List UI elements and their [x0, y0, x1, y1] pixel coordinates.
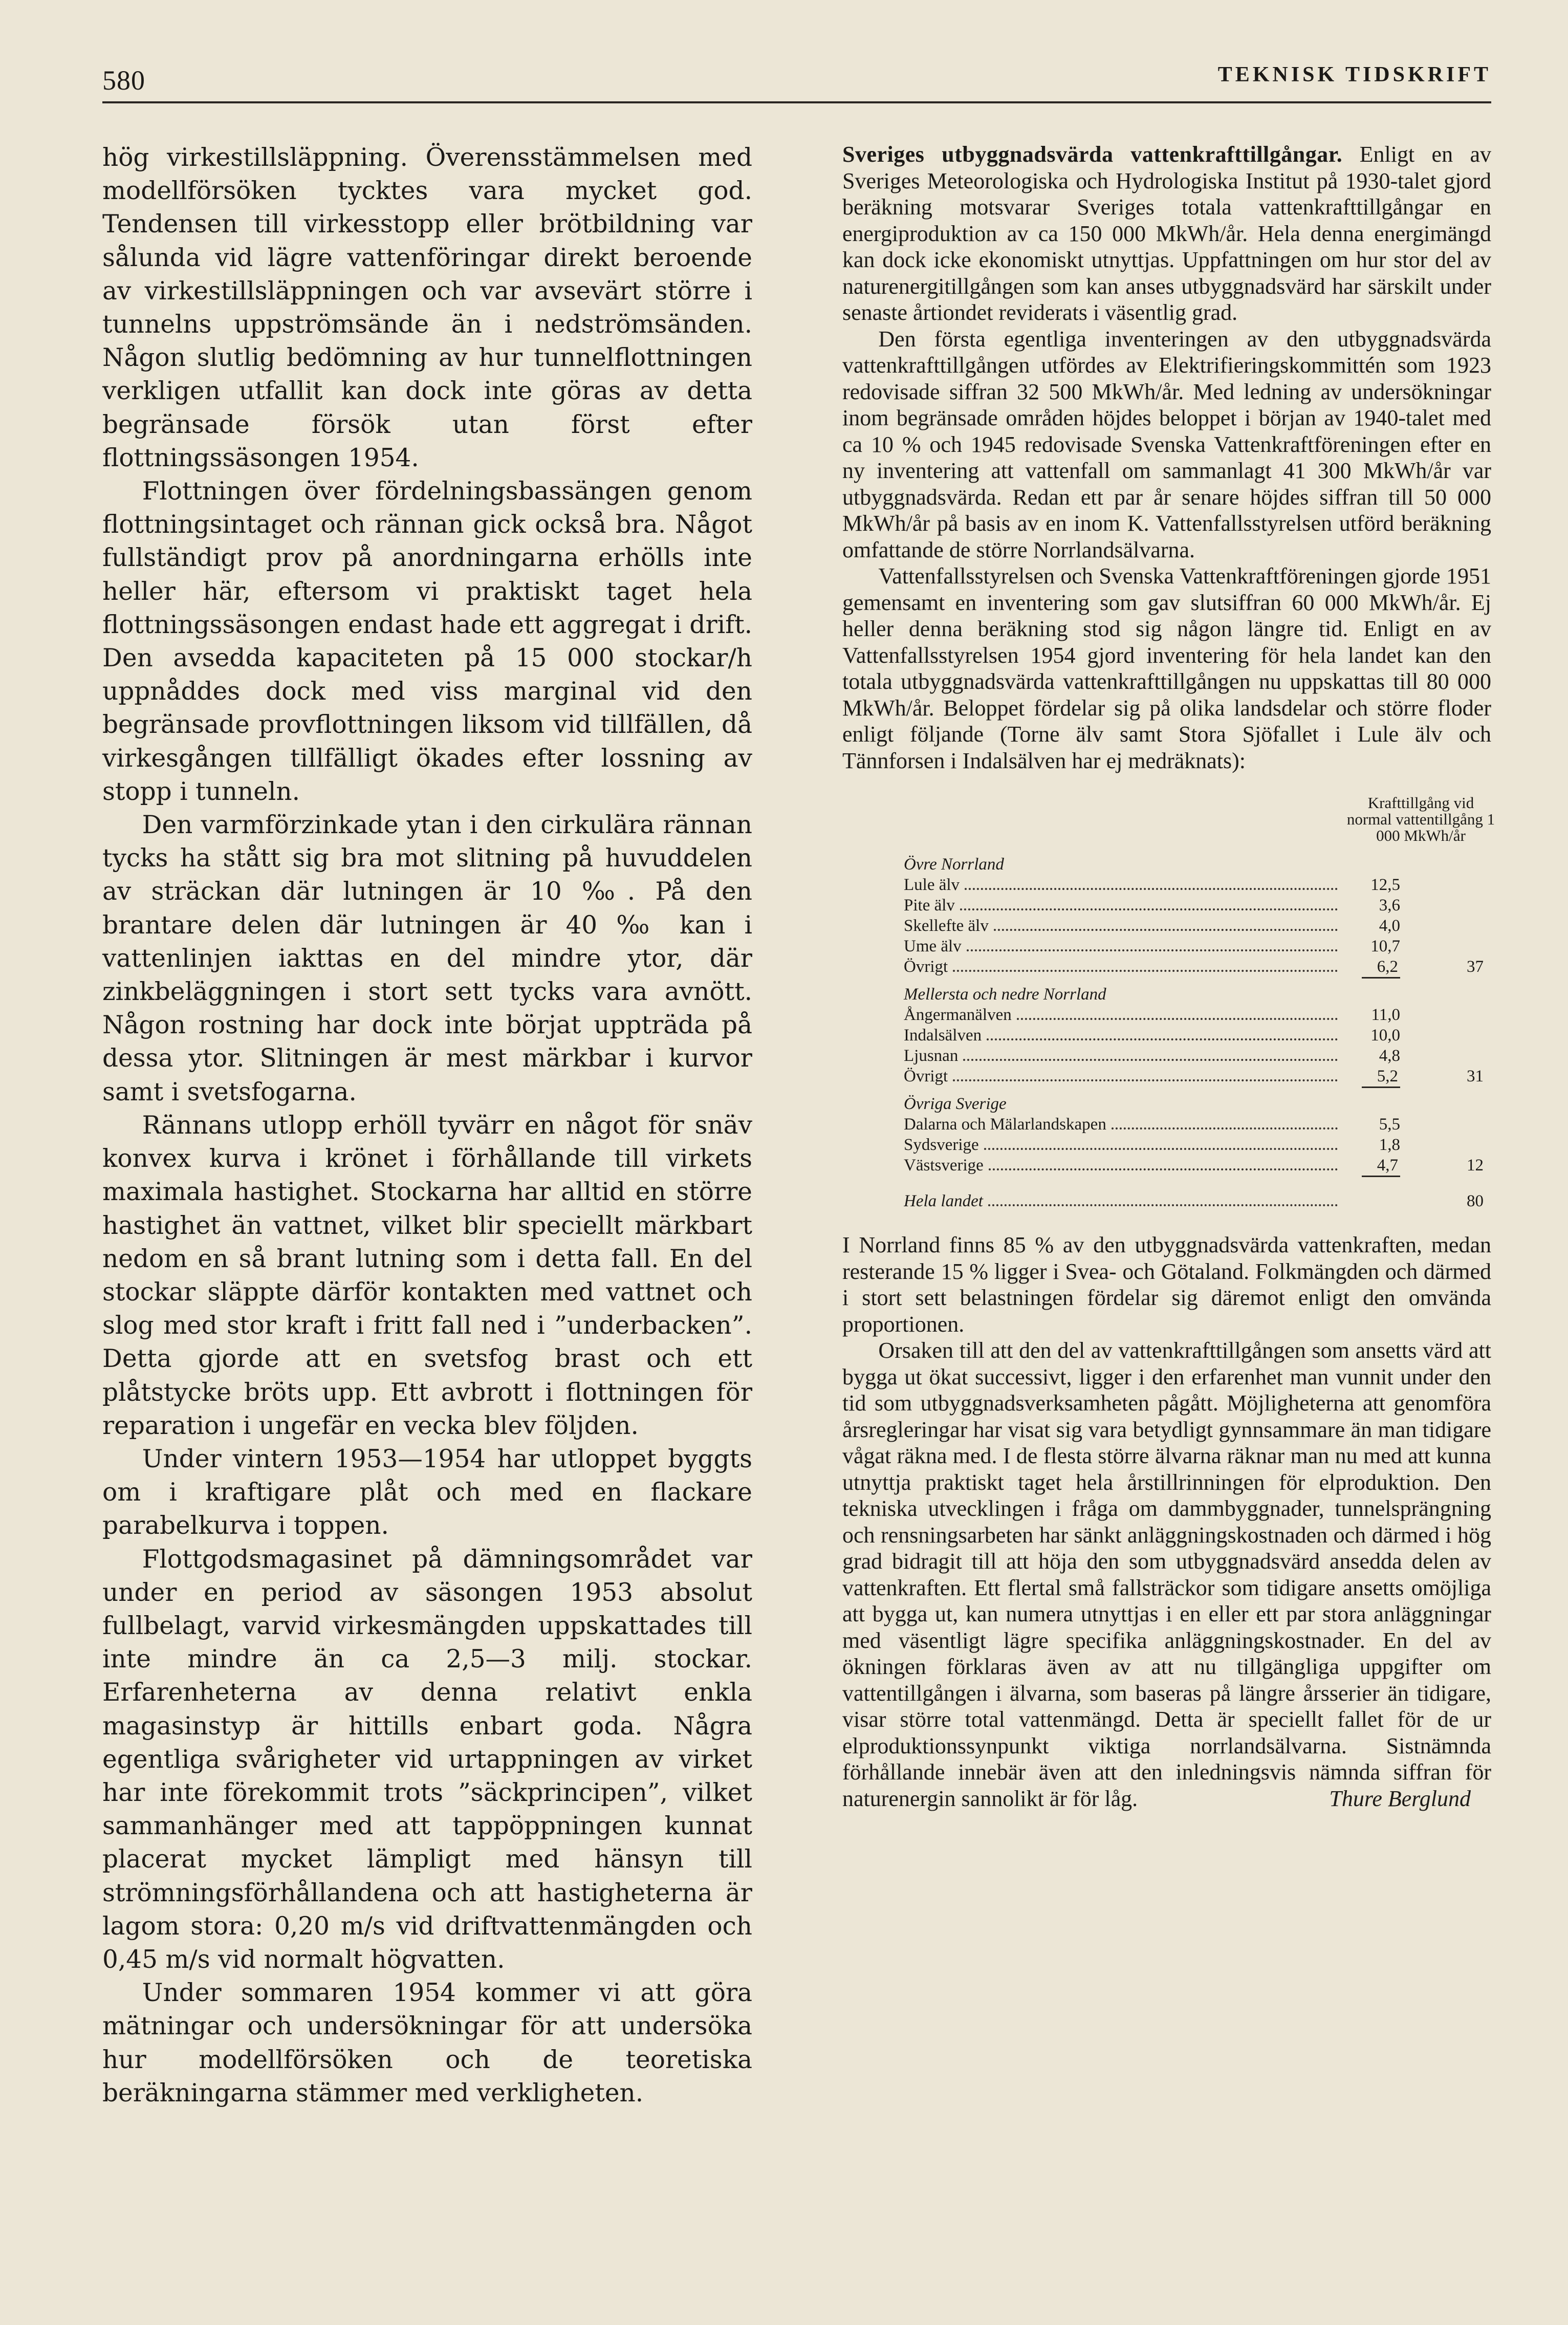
- table-row-value-cell: [1344, 895, 1467, 916]
- dot-leader: [953, 970, 1338, 972]
- table-row-label: Ångermanälven: [904, 1006, 1012, 1024]
- dot-leader: [953, 1079, 1338, 1081]
- table-row-label: Ume älv: [904, 937, 962, 955]
- table-row-subtotal: [1467, 1005, 1497, 1025]
- paragraph: Orsaken till att den del av vattenkrafttillgången som ansetts värd att bygga ut ökat successivt, ligger i den erfarenhet man vunnit under den tid som utbyggnadsverksamheten pågått. Möjligheterna att genomföra årsregleringar har visat sig vara betydligt gynnsammare än man tidigare vågat räkna med. I de flesta större älvarna räknar man nu med att kunna utnyttja praktiskt taget hela årstillrinningen för elproduktion. Den tekniska utvecklingen i fråga om dammbyggnader, tunnelsprängning och rensningsarbeten har sänkt anläggningskostnaden och därmed i hög grad bidragit till att höja den som utbyggnadsvärd ansedda delen av vattenkraften. Ett flertal små fallsträckor som tidigare ansetts omöjliga att bygga ut, kan numera utnyttjas i en eller ett par stora anläggningar med väsentligt lägre specifika anläggningskostnader. En del av ökningen förklaras även av att nu tillgängliga uppgifter om vattentillgången i älvarna, som baseras på längre årsserier än tidigare, visar större total vattenmängd. Detta är speciellt fallet för de ur elproduktionssynpunkt viktiga norrlandsälvarna. Sistnämnda förhållande innebär även att den inledningsvis nämnda siffran för naturenergin sannolikt är för låg.: [842, 1338, 1491, 1811]
- leader: [904, 957, 1344, 977]
- table-row-value-cell: [1344, 1046, 1467, 1066]
- table-row-label: Skellefte älv: [904, 917, 989, 935]
- leader: [904, 1005, 1344, 1025]
- table-row: [904, 875, 1497, 895]
- table-row-value: 10,7: [1370, 937, 1400, 955]
- table-row-subtotal: [1467, 1135, 1497, 1155]
- journal-title: TEKNISK TIDSKRIFT: [1217, 63, 1491, 86]
- table-row-value-cell: [1344, 1066, 1467, 1087]
- author-signature: Thure Berglund: [1329, 1786, 1471, 1811]
- paragraph: Vattenfallsstyrelsen och Svenska Vattenkraftföreningen gjorde 1951 gemensamt en inventering som gav slutsiffran 60 000 MkWh/år. Ej heller denna beräkning stod sig någon längre tid. Enligt en av Vattenfallsstyrelsen 1954 gjord inventering för hela landet kan den totala utbyggnadsvärda vattenkrafttillgången nu uppskattas till 80 000 MkWh/år. Beloppet fördelar sig på olika landsdelar och större floder enligt följande (Torne älv samt Stora Sjöfallet i Lule älv och Tännforsen i Indalsälven har ej medräknats):: [842, 563, 1491, 773]
- paragraph: hög virkestillsläppning. Överensstämmelsen med modellförsöken tycktes vara mycket god. Tendensen till virkesstopp eller brötbildning var sålunda vid lägre vattenföringar direkt beroende av virkestillsläppningen och var avsevärt större i tunnelns uppströmsände än i nedströmsänden. Någon slutlig bedömning av hur tunnelflottningen verkligen utfallit kan dock inte göras av detta begränsade försök utan först efter flottningssäsongen 1954.: [102, 143, 752, 472]
- table-group-row: [904, 1087, 1497, 1114]
- table-row-label-cell: [904, 1155, 1344, 1176]
- header-rule: [102, 101, 1491, 103]
- table-corner: [904, 794, 1344, 847]
- dot-leader: [965, 888, 1338, 890]
- table-row-label-cell: [904, 1066, 1344, 1087]
- dot-leader: [960, 908, 1338, 910]
- paragraph: Under sommaren 1954 kommer vi att göra mätningar och undersökningar för att undersöka hur modellförsöken och de teoretiska beräkningarna stämmer med verkligheten.: [102, 1979, 752, 2107]
- table-row-value: 4,7: [1362, 1156, 1400, 1177]
- table-row-subtotal: [1467, 895, 1497, 916]
- table-row-value-cell: [1344, 875, 1467, 895]
- table-row-label-cell: [904, 1114, 1344, 1135]
- dot-leader: [1112, 1127, 1338, 1129]
- table-row-label-cell: [904, 895, 1344, 916]
- table-group-name: Övriga Sverige: [904, 1095, 1007, 1113]
- leader: [904, 1114, 1344, 1135]
- leader: [904, 1191, 1344, 1211]
- table-total-empty: [1344, 1176, 1467, 1211]
- table-body: [904, 847, 1497, 1211]
- paragraph: Den första egentliga inventeringen av den utbyggnadsvärda vattenkrafttillgången utfördes av Elektrifieringskommittén som 1923 redovisade siffran 32 500 MkWh/år. Med ledning av undersökningar inom begränsade områden höjdes beloppet i början av 1940-talet med ca 10 % och 1945 redovisade Svenska Vattenkraftföreningen efter en ny inventering att vattenfall om sammanlagt 41 300 MkWh/år var utbyggnadsvärda. Redan ett par år senare höjdes siffran till 50 000 MkWh/år på basis av en inom K. Vattenfallsstyrelsen utförd beräkning omfattande de större Norrlandsälvarna.: [842, 326, 1491, 562]
- energy-table: [904, 794, 1497, 1211]
- table-row: [904, 895, 1497, 916]
- table-row-value: 11,0: [1371, 1006, 1400, 1024]
- table-total-label: Hela landet: [904, 1192, 983, 1210]
- leader: [904, 895, 1344, 916]
- leader: [904, 1135, 1344, 1155]
- table-row-label: Dalarna och Mälarlandskapen: [904, 1115, 1106, 1134]
- dot-leader: [963, 1059, 1338, 1061]
- table-row-value: 4,8: [1379, 1047, 1400, 1065]
- table-row-value: 1,8: [1379, 1136, 1400, 1154]
- paragraph: Under vintern 1953—1954 har utloppet byggts om i kraftigare plåt och med en flackare parabelkurva i toppen.: [102, 1444, 752, 1540]
- table-row: [904, 1025, 1497, 1046]
- leader: [904, 1155, 1344, 1176]
- table-row-label-cell: [904, 875, 1344, 895]
- table-group-name: Övre Norrland: [904, 855, 1004, 874]
- lead-text: Enligt en av Sveriges Meteorologiska och Hydrologiska Institut på 1930-talet gjord beräkning motsvarar Sveriges totala vattenkrafttillgångar en energiproduktion av ca 150 000 MkWh/år. Hela denna energimängd kan dock icke ekonomiskt utnyttjas. Uppfattningen om hur stor del av naturenergitillgången som kan anses utbyggnadsvärd har särskilt under senaste årtiondet reviderats i väsentlig grad.: [842, 142, 1491, 325]
- leader: [904, 936, 1344, 957]
- lead-paragraph: [842, 141, 1491, 326]
- table-row-subtotal: [1467, 936, 1497, 957]
- section-heading: Sveriges utbyggnadsvärda vattenkrafttillgångar.: [842, 142, 1343, 167]
- dot-leader: [988, 1204, 1338, 1206]
- table-row-label-cell: [904, 1025, 1344, 1046]
- table-row-value-cell: [1344, 1114, 1467, 1135]
- table-row: [904, 916, 1497, 936]
- table-row-label-cell: [904, 1046, 1344, 1066]
- table-row: [904, 1135, 1497, 1155]
- table-row: [904, 1046, 1497, 1066]
- table-row-label: Övrigt: [904, 1067, 948, 1085]
- table-group-row: [904, 847, 1497, 875]
- table-row-label: Indalsälven: [904, 1026, 982, 1045]
- table-row-value-cell: [1344, 936, 1467, 957]
- table-total-row: [904, 1176, 1497, 1211]
- table-row: [904, 936, 1497, 957]
- page-number: 580: [102, 65, 145, 96]
- table-row-label-cell: [904, 957, 1344, 977]
- table-row-label-cell: [904, 916, 1344, 936]
- table-row-subtotal: 12: [1467, 1156, 1484, 1175]
- table-row-value: 6,2: [1362, 958, 1400, 979]
- table-row-value-cell: [1344, 1025, 1467, 1046]
- table-row-value-cell: [1344, 1135, 1467, 1155]
- table-row-subtotal: [1467, 916, 1497, 936]
- table-row-value-cell: [1344, 1005, 1467, 1025]
- dot-leader: [1017, 1018, 1338, 1020]
- paragraph: I Norrland finns 85 % av den utbyggnadsvärda vattenkraften, medan resterande 15 % ligger i Svea- och Götaland. Folkmängden och därmed i stort sett belastningen fördelar sig däremot enligt den omvända proportionen.: [842, 1232, 1491, 1337]
- table-row-label-cell: [904, 936, 1344, 957]
- table-row-value-cell: [1344, 957, 1467, 977]
- table-row-value: 4,0: [1379, 917, 1400, 935]
- dot-leader: [994, 929, 1338, 931]
- table-row: [904, 1114, 1497, 1135]
- table-row-value: 5,5: [1379, 1115, 1400, 1134]
- table-row-label: Pite älv: [904, 896, 955, 915]
- table-total-value: 80: [1467, 1192, 1484, 1210]
- leader: [904, 1046, 1344, 1066]
- table-row: [904, 1066, 1497, 1087]
- table-row-subtotal: [1467, 875, 1497, 895]
- table-column-header: Krafttillgång vid normal vattentillgång 1 000 MkWh/år: [1346, 794, 1495, 844]
- table-row-label: Ljusnan: [904, 1047, 959, 1065]
- leader: [904, 1025, 1344, 1046]
- paragraph: Flottningen över fördelningsbassängen genom flottningsintaget och rännan gick också bra. Något fullständigt prov på anordningarna erhölls inte heller här, eftersom vi praktiskt taget hela flottningssäsongen endast hade ett aggregat i drift. Den avsedda kapaciteten på 15 000 stockar/h uppnåddes dock med viss marginal vid den begränsade provflottningen liksom vid tillfällen, då virkesgången tillfälligt ökades efter lossning av stopp i tunneln.: [102, 477, 752, 806]
- table-group-row: [904, 977, 1497, 1005]
- table-row-label: Lule älv: [904, 876, 960, 894]
- table-group-name: Mellersta och nedre Norrland: [904, 985, 1106, 1004]
- table-row-value: 3,6: [1379, 896, 1400, 915]
- table-row-subtotal: [1467, 1025, 1497, 1046]
- table-row-value: 10,0: [1370, 1026, 1400, 1045]
- leader: [904, 1066, 1344, 1087]
- table-row-label-cell: [904, 1135, 1344, 1155]
- table-row-value-cell: [1344, 916, 1467, 936]
- dot-leader: [987, 1038, 1338, 1040]
- leader: [904, 875, 1344, 895]
- dot-leader: [984, 1148, 1338, 1150]
- table-row-label-cell: [904, 1005, 1344, 1025]
- right-column: [842, 141, 1495, 1812]
- table-row-label: Övrigt: [904, 958, 948, 976]
- table-row-subtotal: [1467, 1114, 1497, 1135]
- table-row-subtotal: [1467, 1046, 1497, 1066]
- dot-leader: [967, 949, 1338, 951]
- dot-leader: [989, 1168, 1338, 1170]
- table-row-value-cell: [1344, 1155, 1467, 1176]
- paragraph: Rännans utlopp erhöll tyvärr en något för snäv konvex kurva i krönet i förhållande till virkets maximala hastighet. Stockarna har alltid en större hastighet än vattnet, vilket blir speciellt märkbart nedom en så brant lutning som i detta fall. En del stockar släppte därför kontakten med vattnet och slog med stor kraft i fritt fall ned i ”underbacken”. Detta gjorde att en svetsfog brast och ett plåtstycke bröts upp. Ett avbrott i flottningen för reparation i ungefär en vecka blev följden.: [102, 1111, 752, 1440]
- table-row-value: 5,2: [1362, 1067, 1400, 1088]
- energy-table-wrap: [842, 794, 1495, 1211]
- table-row: [904, 957, 1497, 977]
- table-row-subtotal: 31: [1467, 1067, 1484, 1085]
- table-row-label: Sydsverige: [904, 1136, 979, 1154]
- table-row-value: 12,5: [1370, 876, 1400, 894]
- paragraph: Den varmförzinkade ytan i den cirkulära rännan tycks ha stått sig bra mot slitning på huvuddelen av sträckan där lutningen är 10 ‰. På den brantare delen där lutningen är 40 ‰ kan i vattenlinjen iakttas en del mindre ytor, där zinkbeläggningen i stort sett tycks vara avnött. Någon rostning har dock inte börjat uppträda på dessa ytor. Slitningen är mest märkbar i kurvor samt i svetsfogarna.: [102, 811, 752, 1106]
- table-row-label: Västsverige: [904, 1156, 984, 1175]
- paragraph: Flottgodsmagasinet på dämningsområdet var under en period av säsongen 1953 absolut fullbelagt, varvid virkesmängden uppskattades till inte mindre än ca 2,5—3 milj. stockar. Erfarenheterna av denna relativt enkla magasinstyp är hittills enbart goda. Några egentliga svårigheter vid urtappningen av virket har inte förekommit trots ”säckprincipen”, vilket sammanhänger med att tappöppningen kunnat placerat mycket lämpligt med hänsyn till strömningsförhållandena och att hastigheterna är lagom stora: 0,20 m/s vid driftvattenmängden och 0,45 m/s vid normalt högvatten.: [102, 1545, 752, 1974]
- leader: [904, 916, 1344, 936]
- table-total-label-cell: [904, 1176, 1344, 1211]
- table-row: [904, 1005, 1497, 1025]
- left-column: [102, 141, 752, 2110]
- table-row: [904, 1155, 1497, 1176]
- table-row-subtotal: 37: [1467, 958, 1484, 976]
